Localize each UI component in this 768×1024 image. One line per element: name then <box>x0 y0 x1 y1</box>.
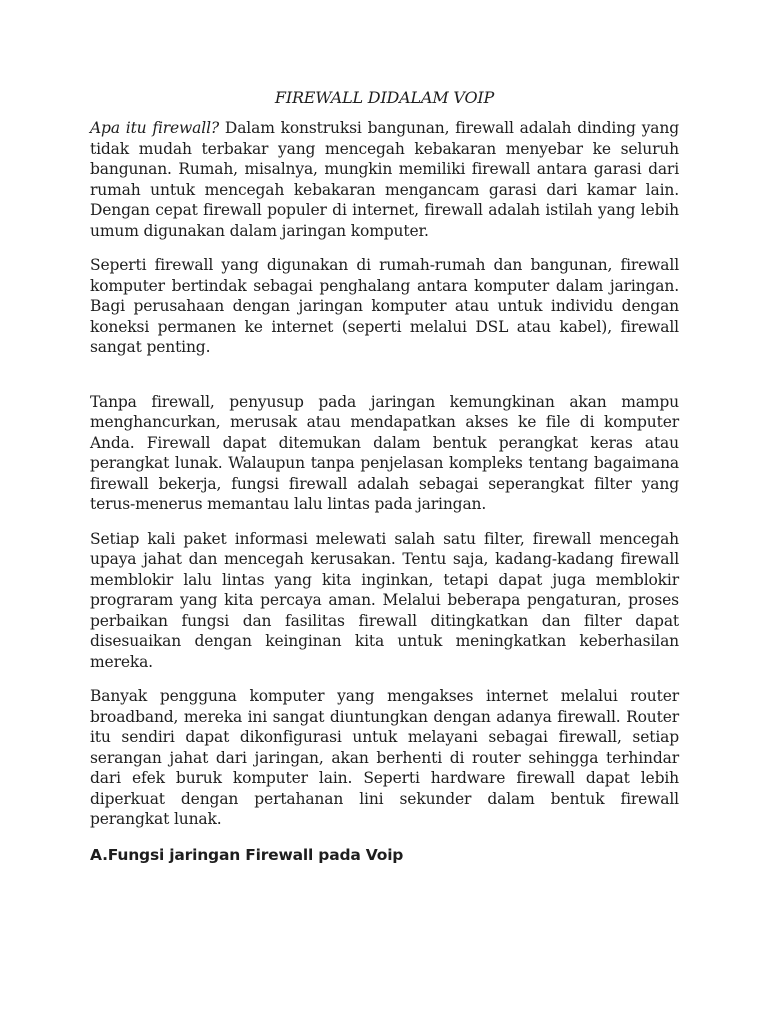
paragraph-3: Tanpa firewall, penyusup pada jaringan kemungkinan akan mampu menghancurkan, merusak atau mendapatkan akses ke file di komputer Anda. Firewall dapat ditemukan dalam bentuk perangkat keras atau perangkat lunak. Walaupun tanpa penjelasan kompleks tentang bagaimana firewall bekerja, fungsi firewall adalah sebagai seperangkat filter yang terus-menerus memantau lalu lintas pada jaringan. <box>90 392 679 513</box>
document-page <box>90 88 679 865</box>
section-heading: A.Fungsi jaringan Firewall pada Voip <box>90 845 404 864</box>
paragraph-2: Seperti firewall yang digunakan di rumah-rumah dan bangunan, firewall komputer bertindak sebagai penghalang antara komputer dalam jaringan. Bagi perusahaan dengan jaringan komputer atau untuk individu dengan koneksi permanen ke internet (seperti melalui DSL atau kabel), firewall sangat penting. <box>90 256 679 356</box>
document-title: FIREWALL DIDALAM VOIP <box>274 88 495 107</box>
paragraph-1-lead: Apa itu firewall? <box>90 119 220 137</box>
paragraph-5: Banyak pengguna komputer yang mengakses internet melalui router broadband, mereka ini sangat diuntungkan dengan adanya firewall. Router itu sendiri dapat dikonfigurasi untuk melayani sebagai firewall, setiap serangan jahat dari jaringan, akan berhenti di router sehingga terhindar dari efek buruk komputer lain. Seperti hardware firewall dapat lebih diperkuat dengan pertahanan lini sekunder dalam bentuk firewall perangkat lunak. <box>90 687 679 828</box>
paragraph-1-text: Dalam konstruksi bangunan, firewall adalah dinding yang tidak mudah terbakar yang mencegah kebakaran menyebar ke seluruh bangunan. Rumah, misalnya, mungkin memiliki firewall antara garasi dari rumah untuk mencegah kebakaran mengancam garasi dari kamar lain. Dengan cepat firewall populer di internet, firewall adalah istilah yang lebih umum digunakan dalam jaringan komputer. <box>90 119 679 240</box>
paragraph-4: Setiap kali paket informasi melewati salah satu filter, firewall mencegah upaya jahat dan mencegah kerusakan. Tentu saja, kadang-kadang firewall memblokir lalu lintas yang kita inginkan, tetapi dapat juga memblokir prograram yang kita percaya aman. Melalui beberapa pengaturan, proses perbaikan fungsi dan fasilitas firewall ditingkatkan dan filter dapat disesuaikan dengan keinginan kita untuk meningkatkan keberhasilan mereka. <box>90 529 679 671</box>
paragraph-1 <box>90 118 679 241</box>
